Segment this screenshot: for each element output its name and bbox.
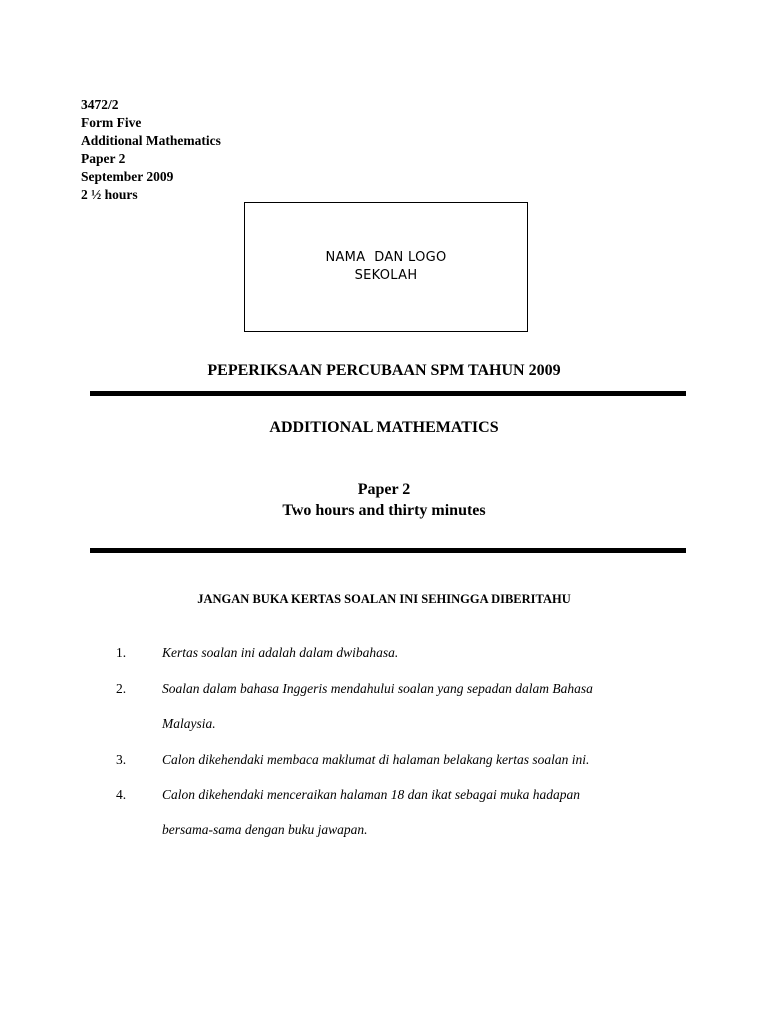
form-level: Form Five <box>81 115 142 130</box>
instruction-number: 4. <box>116 787 127 802</box>
instruction-text: Soalan dalam bahasa Inggeris mendahului soalan yang sepadan dalam Bahasa <box>162 681 593 696</box>
paper-code: 3472/2 <box>81 97 119 112</box>
top-divider <box>90 391 686 396</box>
instruction-text-continued: bersama-sama dengan buku jawapan. <box>162 822 368 837</box>
subject-title: ADDITIONAL MATHEMATICS <box>269 419 499 436</box>
paper-number: Paper 2 <box>81 151 126 166</box>
instruction-number: 3. <box>116 752 127 767</box>
instruction-number: 1. <box>116 645 127 660</box>
exam-title: PEPERIKSAAN PERCUBAAN SPM TAHUN 2009 <box>207 362 561 379</box>
exam-duration: 2 ½ hours <box>81 187 138 202</box>
bottom-divider <box>90 548 686 553</box>
paper-title: Paper 2 <box>357 481 411 498</box>
instruction-number: 2. <box>116 681 127 696</box>
logo-box-line-1: NAMA DAN LOGO <box>325 250 447 265</box>
do-not-open-warning: JANGAN BUKA KERTAS SOALAN INI SEHINGGA DIBERITAHU <box>197 592 571 606</box>
exam-date: September 2009 <box>81 169 174 184</box>
instruction-text: Kertas soalan ini adalah dalam dwibahasa. <box>162 645 399 660</box>
logo-box-line-2: SEKOLAH <box>354 268 418 283</box>
instruction-text-continued: Malaysia. <box>162 716 216 731</box>
paper-info-header <box>81 96 221 204</box>
subject-name: Additional Mathematics <box>81 133 221 148</box>
paper-duration: Two hours and thirty minutes <box>282 502 486 519</box>
instruction-text: Calon dikehendaki membaca maklumat di halaman belakang kertas soalan ini. <box>162 752 590 767</box>
instruction-text: Calon dikehendaki menceraikan halaman 18 dan ikat sebagai muka hadapan <box>162 787 581 802</box>
school-logo-placeholder <box>244 202 528 332</box>
